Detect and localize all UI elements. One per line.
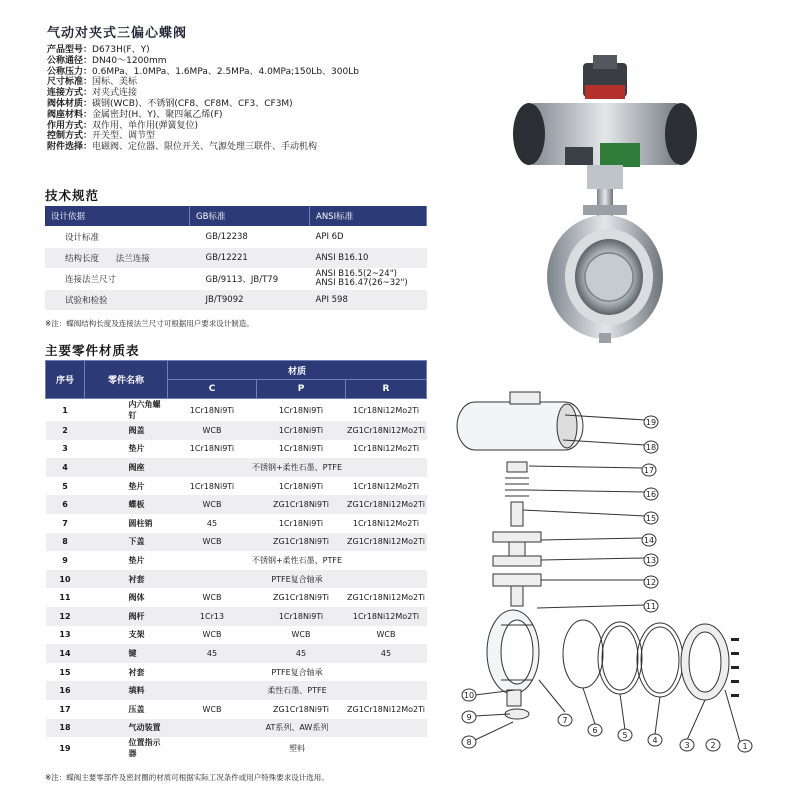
table-cell: 蝶板 [85,495,168,514]
table-cell: WCB [168,533,257,552]
table-cell: 填料 [85,681,168,700]
table-cell: 1Cr18Ni9Ti [168,440,257,459]
table-cell: 2 [46,421,85,440]
spec-label: 阀体材质： [47,98,93,109]
table-cell: 圆柱销 [85,514,168,533]
table-cell: 阀杆 [85,607,168,626]
callout-label: 3 [684,741,690,750]
spec-item-sub: 法兰连接 [115,254,150,264]
spec-item: 试验和检验 [45,290,190,311]
table-row [46,399,427,422]
callout-label: 16 [645,490,657,499]
callout-label: 1 [742,742,748,751]
spec-gb: JB/T9092 [190,290,310,311]
callout-label: 13 [645,556,657,565]
table-row [46,514,427,533]
callout-label: 2 [710,741,716,750]
table-cell: 阀体 [85,588,168,607]
th-p: P [257,380,346,399]
table-cell: 内六角螺钉 [85,399,168,422]
table-cell: WCB [168,421,257,440]
th-gb: GB标准 [190,206,310,227]
table-row [45,269,427,290]
table-cell: 45 [168,644,257,663]
callout-label: 5 [622,731,628,740]
spec-list [47,45,359,153]
table-cell: 14 [46,644,85,663]
callout-label: 15 [645,514,657,523]
spec-item: 设计标准 [45,227,190,248]
table-cell: 11 [46,588,85,607]
table-row [45,248,427,269]
callout-label: 17 [643,466,655,475]
table-cell: PTFE复合轴承 [168,663,427,682]
spec-value: D673H(F、Y) [92,45,150,55]
table-cell: 键 [85,644,168,663]
spec-ansi [310,269,427,290]
callout-label: 12 [645,578,657,587]
spec-row [47,67,359,78]
spec-label: 产品型号： [47,45,93,55]
table-row [46,737,427,759]
table-cell: ZG1Cr18Ni9Ti [257,700,346,719]
tech-spec-table [45,206,427,311]
table-row [46,681,427,700]
table-cell: ZG1Cr18Ni9Ti [257,533,346,552]
spec-row [47,142,359,153]
table-cell: 垫片 [85,440,168,459]
spec-ansi: API 598 [310,290,427,311]
tech-spec-note: ※注：蝶阀结构长度及连接法兰尺寸可根据用户要求设计制造。 [45,319,254,328]
callout-label: 19 [645,418,657,427]
th-r: R [346,380,427,399]
table-cell: 1Cr18Ni12Mo2Ti [346,440,427,459]
parts-table [45,360,427,759]
parts-note: ※注：蝶阀主要零部件及密封圈的材质可根据实际工况条件或用户特殊要求设计选用。 [45,773,329,782]
table-cell: 45 [346,644,427,663]
table-cell: 位置指示器 [85,737,168,759]
table-row [46,458,427,477]
spec-label: 阀座材料： [47,109,93,120]
th-ansi: ANSI标准 [310,206,427,227]
callout-label: 10 [463,691,475,700]
table-row [46,495,427,514]
table-row [46,588,427,607]
table-cell: 13 [46,626,85,645]
spec-ansi-line1: ANSI B16.5(2~24") [315,269,397,279]
table-cell: 1Cr18Ni9Ti [257,514,346,533]
th-c: C [168,380,257,399]
callout-label: 11 [645,602,657,611]
spec-item-label: 结构长度 [65,254,100,264]
table-cell: PTFE复合轴承 [168,570,427,589]
product-title: 气动对夹式三偏心蝶阀 [47,26,188,41]
table-row [46,644,427,663]
table-cell: WCB [346,626,427,645]
table-cell: 16 [46,681,85,700]
callout-label: 9 [466,713,472,722]
spec-row [47,121,359,132]
table-row [46,421,427,440]
table-cell: WCB [257,626,346,645]
spec-item [45,248,190,269]
table-cell: 不锈钢+柔性石墨、PTFE [168,458,427,477]
table-cell: 压盖 [85,700,168,719]
valve-photo [505,55,705,345]
table-cell: ZG1Cr18Ni12Mo2Ti [346,533,427,552]
spec-label: 控制方式： [47,131,93,142]
table-cell: 塑料 [168,737,427,759]
table-cell: 不锈钢+柔性石墨、PTFE [168,551,427,570]
spec-ansi: API 6D [310,227,427,248]
th-basis: 设计依据 [45,206,190,227]
spec-value: 开关型、调节型 [92,131,156,142]
table-cell: 1Cr18Ni9Ti [257,399,346,422]
table-row [46,607,427,626]
spec-value: DN40～1200mm [92,55,167,66]
table-cell: 18 [46,719,85,738]
tech-spec-heading: 技术规范 [45,188,100,203]
table-cell: ZG1Cr18Ni12Mo2Ti [346,495,427,514]
table-cell: 柔性石墨、PTFE [168,681,427,700]
spec-ansi-line2: ANSI B16.47(26~32") [315,278,408,288]
table-cell: 9 [46,551,85,570]
spec-label: 连接方式： [47,88,93,99]
th-material: 材质 [168,361,427,380]
th-name: 零件名称 [85,361,168,399]
table-cell: ZG1Cr18Ni9Ti [257,588,346,607]
table-cell: 衬套 [85,570,168,589]
table-row [46,663,427,682]
table-cell: 1Cr18Ni12Mo2Ti [346,607,427,626]
table-row [46,700,427,719]
table-cell: WCB [168,700,257,719]
table-cell: WCB [168,588,257,607]
table-cell: 7 [46,514,85,533]
table-cell: 阀座 [85,458,168,477]
table-row [45,227,427,248]
spec-value: 0.6MPa、1.0MPa、1.6MPa、2.5MPa、4.0MPa;150Lb、300Lb [92,66,359,77]
spec-value: 电磁阀、定位器、限位开关、气源处理三联件、手动机构 [92,142,318,153]
spec-gb: GB/12221 [190,248,310,269]
callout-label: 8 [466,738,472,747]
table-row [46,626,427,645]
spec-value: 国标、美标 [92,77,138,88]
spec-label: 附件选择： [47,142,93,153]
spec-item: 连接法兰尺寸 [45,269,190,290]
spec-label: 尺寸标准： [47,77,93,88]
table-row [46,440,427,459]
table-cell: 下盖 [85,533,168,552]
table-cell: 8 [46,533,85,552]
spec-value: 碳钢(WCB)、不锈钢(CF8、CF8M、CF3、CF3M) [92,98,293,109]
table-row [46,570,427,589]
table-cell: 支架 [85,626,168,645]
table-cell: ZG1Cr18Ni12Mo2Ti [346,700,427,719]
table-cell: 1Cr18Ni12Mo2Ti [346,399,427,422]
table-cell: 1Cr18Ni9Ti [168,399,257,422]
table-cell: 3 [46,440,85,459]
table-cell: 45 [168,514,257,533]
table-cell: 19 [46,737,85,759]
callout-label: 18 [645,443,657,452]
table-cell: 12 [46,607,85,626]
spec-row [47,45,359,56]
spec-row [47,99,359,110]
table-cell: 10 [46,570,85,589]
spec-gb: GB/9113、JB/T79 [190,269,310,290]
callout-label: 4 [652,736,658,745]
table-cell: 4 [46,458,85,477]
table-cell: WCB [168,495,257,514]
table-cell: 1Cr18Ni9Ti [257,421,346,440]
spec-ansi: ANSI B16.10 [310,248,427,269]
table-cell: 6 [46,495,85,514]
table-cell: 1Cr18Ni9Ti [257,440,346,459]
spec-row [47,131,359,142]
table-cell: WCB [168,626,257,645]
spec-row [47,88,359,99]
table-cell: 阀盖 [85,421,168,440]
callout-label: 6 [592,726,598,735]
callout-label: 7 [562,716,568,725]
table-cell: 1Cr18Ni9Ti [257,477,346,496]
table-cell: 1Cr18Ni9Ti [168,477,257,496]
th-no: 序号 [46,361,85,399]
table-cell: 1 [46,399,85,422]
table-cell: 气动装置 [85,719,168,738]
table-cell: 1Cr18Ni9Ti [257,607,346,626]
table-cell: ZG1Cr18Ni9Ti [257,495,346,514]
table-row [46,719,427,738]
table-cell: 1Cr18Ni12Mo2Ti [346,477,427,496]
spec-gb: GB/12238 [190,227,310,248]
table-cell: 1Cr18Ni12Mo2Ti [346,514,427,533]
spec-label: 作用方式： [47,120,93,131]
table-cell: 45 [257,644,346,663]
table-cell: 5 [46,477,85,496]
spec-row [47,56,359,67]
table-cell: 1Cr13 [168,607,257,626]
spec-value: 金属密封(H、Y)、聚四氟乙烯(F) [92,109,223,120]
spec-row [47,110,359,121]
exploded-diagram [455,390,775,765]
table-row [46,477,427,496]
table-row [46,533,427,552]
table-cell: 15 [46,663,85,682]
table-row [46,551,427,570]
table-cell: AT系列、AW系列 [168,719,427,738]
spec-label: 公称通径： [47,55,93,66]
spec-row [47,77,359,88]
parts-heading: 主要零件材质表 [45,343,140,358]
spec-value: 对夹式连接 [92,88,138,99]
table-cell: 17 [46,700,85,719]
table-cell: 衬套 [85,663,168,682]
table-cell: ZG1Cr18Ni12Mo2Ti [346,588,427,607]
table-cell: ZG1Cr18Ni12Mo2Ti [346,421,427,440]
spec-label: 公称压力： [47,66,93,77]
table-cell: 垫片 [85,477,168,496]
table-cell: 垫片 [85,551,168,570]
spec-value: 双作用、单作用(弹簧复位) [92,120,199,131]
callout-label: 14 [643,536,655,545]
table-row [45,290,427,311]
